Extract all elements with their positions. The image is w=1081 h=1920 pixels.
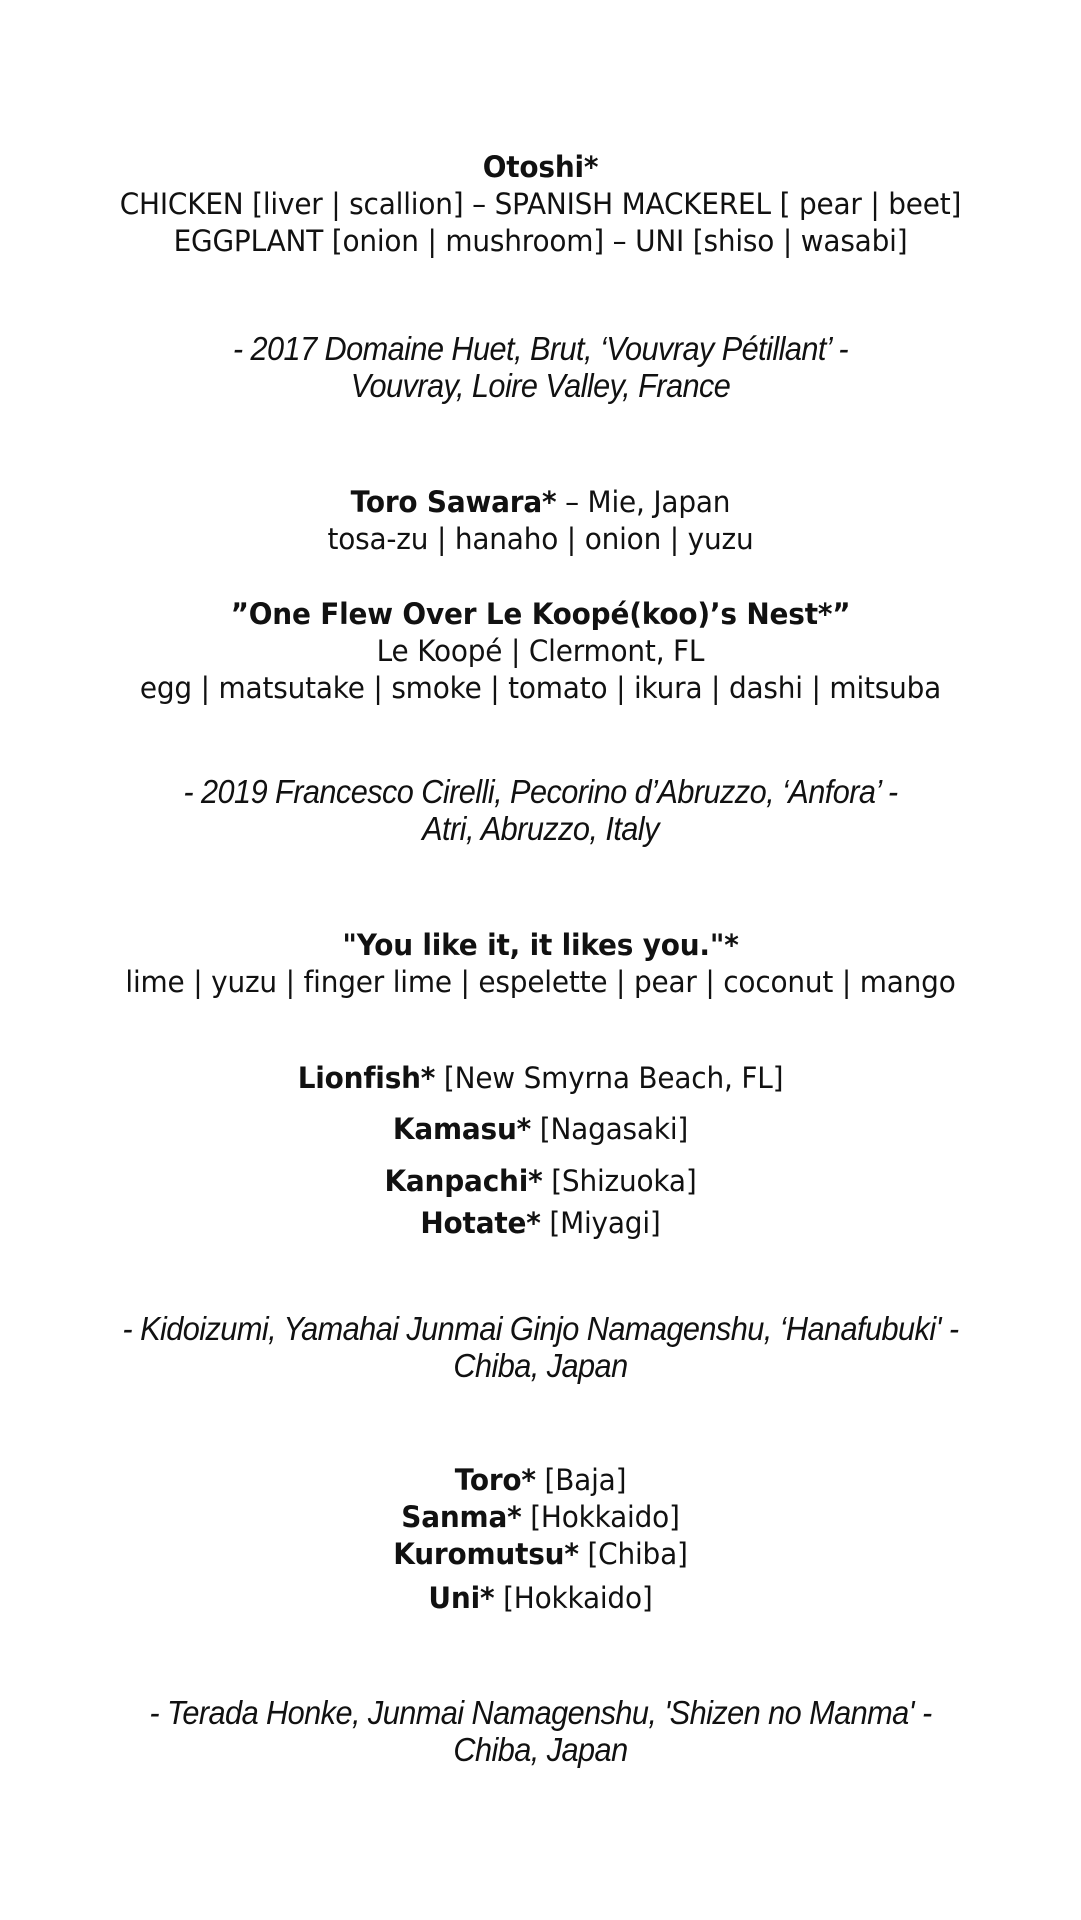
koope-credit: Le Koopé | Clermont, FL (376, 634, 705, 668)
wine-pairing-4-name: - Terada Honke, Junmai Namagenshu, 'Shizen no Manma' - (149, 1694, 932, 1731)
wine-pairing-2-region: Atri, Abruzzo, Italy (422, 810, 659, 847)
nigiri-origin: [Miyagi] (540, 1206, 661, 1240)
toro-sawara-name: Toro Sawara* (350, 485, 557, 519)
nigiri-name: Kuromutsu* (393, 1537, 579, 1571)
otoshi-line-2: EGGPLANT [onion | mushroom] – UNI [shiso | wasabi] (173, 224, 908, 258)
nigiri-origin: [New Smyrna Beach, FL] (435, 1061, 784, 1095)
you-like-it-title (20, 927, 1061, 964)
nigiri-name: Toro* (454, 1463, 536, 1497)
wine-pairing-1-name: - 2017 Domaine Huet, Brut, ‘Vouvray Pétillant’ - (232, 330, 849, 367)
wine-pairing-4-region: Chiba, Japan (453, 1731, 628, 1768)
koope-title (20, 596, 1061, 633)
nigiri-item (20, 1205, 1061, 1242)
nigiri-item (20, 1536, 1061, 1573)
nigiri-origin: [Nagasaki] (531, 1112, 689, 1146)
otoshi-title (20, 149, 1061, 186)
nigiri-origin: [Shizuoka] (542, 1164, 697, 1198)
nigiri-name: Lionfish* (297, 1061, 436, 1095)
toro-sawara-title (20, 484, 1061, 521)
you-like-it-ingredients: lime | yuzu | finger lime | espelette | pear | coconut | mango (125, 965, 956, 999)
nigiri-name: Kamasu* (392, 1112, 532, 1146)
wine-pairing-3-region: Chiba, Japan (453, 1347, 628, 1384)
nigiri-item (20, 1462, 1061, 1499)
wine-pairing-1-region: Vouvray, Loire Valley, France (350, 367, 731, 404)
nigiri-origin: [Hokkaido] (521, 1500, 680, 1534)
nigiri-item (20, 1060, 1061, 1097)
nigiri-origin: [Hokkaido] (494, 1581, 653, 1615)
otoshi-title-text: Otoshi* (482, 150, 599, 184)
nigiri-name: Sanma* (401, 1500, 522, 1534)
nigiri-item (20, 1580, 1061, 1617)
koope-title-text: ”One Flew Over Le Koopé(koo)’s Nest*” (230, 597, 851, 631)
nigiri-name: Kanpachi* (384, 1164, 543, 1198)
nigiri-item (20, 1163, 1061, 1200)
koope-ingredients: egg | matsutake | smoke | tomato | ikura | dashi | mitsuba (139, 671, 942, 705)
nigiri-origin: [Baja] (535, 1463, 627, 1497)
toro-sawara-origin: – Mie, Japan (556, 485, 731, 519)
nigiri-name: Uni* (428, 1581, 495, 1615)
toro-sawara-ingredients: tosa-zu | hanaho | onion | yuzu (327, 522, 754, 556)
wine-pairing-2-name: - 2019 Francesco Cirelli, Pecorino d’Abruzzo, ‘Anfora’ - (183, 773, 898, 810)
nigiri-item (20, 1111, 1061, 1148)
you-like-it-title-text: "You like it, it likes you."* (342, 928, 739, 962)
wine-pairing-3-name: - Kidoizumi, Yamahai Junmai Ginjo Namagenshu, ‘Hanafubuki' - (122, 1310, 959, 1347)
nigiri-origin: [Chiba] (578, 1537, 688, 1571)
nigiri-item (20, 1499, 1061, 1536)
otoshi-line-1: CHICKEN [liver | scallion] – SPANISH MACKEREL [ pear | beet] (119, 187, 962, 221)
nigiri-name: Hotate* (420, 1206, 541, 1240)
